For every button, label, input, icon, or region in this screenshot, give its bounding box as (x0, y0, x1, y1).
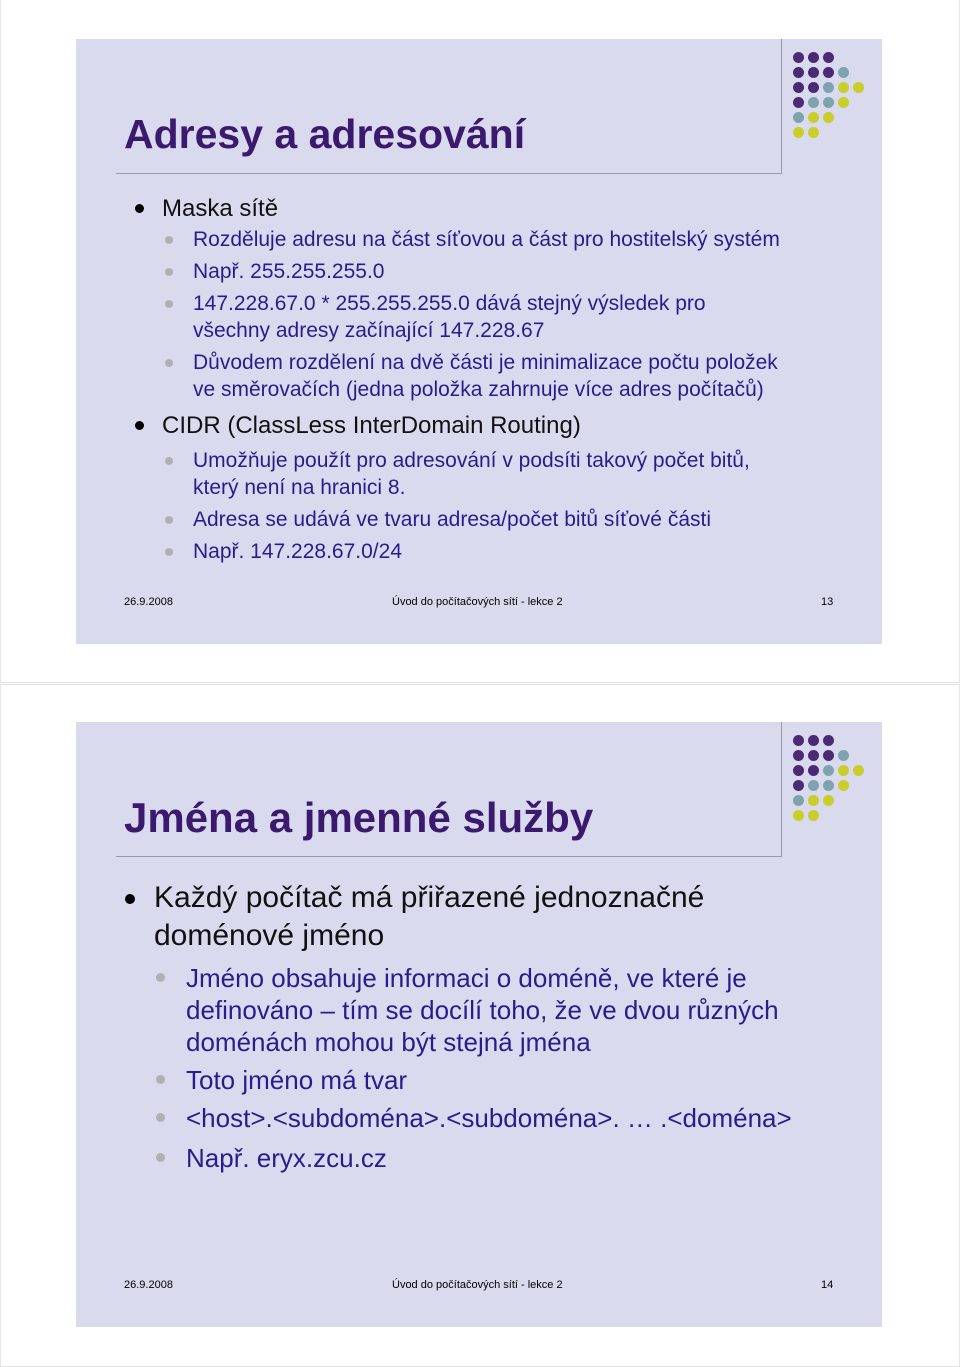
bullet-text: doménové jméno (154, 919, 385, 952)
bullet-text: Rozděluje adresu na část síťovou a část pro hostitelský systém (193, 228, 780, 251)
bullet-dot (165, 457, 173, 465)
logo-dot (838, 67, 849, 78)
logo-dot (823, 112, 834, 123)
footer-page-number: 13 (821, 596, 834, 608)
logo-dot (793, 127, 804, 138)
bullet-dot (165, 300, 173, 308)
logo-dot (823, 780, 834, 791)
logo-dot (793, 780, 804, 791)
bullet-text: který není na hranici 8. (193, 476, 406, 499)
bullet-text: ve směrovačích (jedna položka zahrnuje více adres počítačů) (193, 378, 764, 401)
bullet-text: CIDR (ClassLess InterDomain Routing) (162, 412, 581, 439)
bullet-text: Např. 255.255.255.0 (193, 260, 385, 283)
logo-dot (808, 750, 819, 761)
logo-dot (823, 750, 834, 761)
logo-dot (793, 795, 804, 806)
logo-dot (793, 97, 804, 108)
logo-dot (823, 795, 834, 806)
bullet-text: <host>.<subdoména>.<subdoména>. … .<doména> (186, 1103, 792, 1133)
logo-dot (808, 735, 819, 746)
logo-dot (793, 750, 804, 761)
slide-title: Jména a jmenné služby (124, 794, 594, 841)
logo-dot (838, 82, 849, 93)
title-underline (116, 856, 782, 857)
logo-dot (823, 97, 834, 108)
logo-dot (823, 735, 834, 746)
logo-dot (808, 97, 819, 108)
logo-dot (823, 82, 834, 93)
bullet-dot (156, 1113, 165, 1122)
bullet-dot (165, 548, 173, 556)
bullet-text: Maska sítě (162, 195, 279, 222)
logo-dot (793, 112, 804, 123)
bullet-text: definováno – tím se docílí toho, že ve dvou různých (186, 995, 779, 1025)
logo-dot (838, 780, 849, 791)
bullet-dot (135, 421, 144, 430)
bullet-text: Např. 147.228.67.0/24 (193, 540, 402, 563)
logo-dot (838, 765, 849, 776)
bullet-text: Umožňuje použít pro adresování v podsíti takový počet bitů, (193, 449, 750, 472)
logo-dot (808, 810, 819, 821)
bullet-dot (156, 1075, 165, 1084)
bullet-dot (165, 359, 173, 367)
bullet-dot (165, 236, 173, 244)
bullet-text: 147.228.67.0 * 255.255.255.0 dává stejný výsledek pro (193, 292, 706, 315)
logo-dot (808, 795, 819, 806)
bullet-text: Každý počítač má přiřazené jednoznačné (154, 881, 705, 914)
logo-dot (808, 127, 819, 138)
bullet-dot (135, 204, 144, 213)
logo-dot (853, 82, 864, 93)
logo-dot (793, 735, 804, 746)
bullet-text: Jméno obsahuje informaci o doméně, ve které je (186, 963, 747, 993)
logo-dot (808, 780, 819, 791)
bullet-dot (125, 894, 135, 904)
logo-dot (793, 82, 804, 93)
footer-course: Úvod do počítačových sítí - lekce 2 (392, 1279, 563, 1291)
logo-dot (808, 67, 819, 78)
bullet-text: všechny adresy začínající 147.228.67 (193, 319, 545, 342)
logo-dot (793, 52, 804, 63)
logo-dot (838, 97, 849, 108)
logo-dot (793, 810, 804, 821)
title-underline (116, 173, 782, 174)
footer-course: Úvod do počítačových sítí - lekce 2 (392, 596, 563, 608)
title-vertical-rule (781, 39, 782, 173)
bullet-text: doménách mohou být stejná jména (186, 1027, 591, 1057)
logo-dot (793, 765, 804, 776)
logo-dot (793, 67, 804, 78)
footer-date: 26.9.2008 (124, 1279, 173, 1291)
footer-date: 26.9.2008 (124, 596, 173, 608)
slide-14 (76, 722, 882, 1327)
bullet-text: Důvodem rozdělení na dvě části je minimalizace počtu položek (193, 351, 778, 374)
title-vertical-rule (781, 722, 782, 856)
bullet-text: Např. eryx.zcu.cz (186, 1143, 387, 1173)
bullet-dot (165, 516, 173, 524)
logo-dot (808, 52, 819, 63)
bullet-dot (156, 973, 165, 982)
logo-dot (823, 765, 834, 776)
bullet-dot (165, 268, 173, 276)
footer-page-number: 14 (821, 1279, 834, 1291)
logo-dot (823, 67, 834, 78)
logo-dot (838, 750, 849, 761)
slide-title: Adresy a adresování (124, 111, 526, 157)
logo-dot (808, 82, 819, 93)
logo-dot (853, 765, 864, 776)
logo-dot (808, 112, 819, 123)
bullet-dot (156, 1153, 165, 1162)
bullet-text: Adresa se udává ve tvaru adresa/počet bitů síťové části (193, 508, 711, 531)
slide-13 (76, 39, 882, 644)
bullet-text: Toto jméno má tvar (186, 1065, 408, 1095)
logo-dot (823, 52, 834, 63)
logo-dot (808, 765, 819, 776)
